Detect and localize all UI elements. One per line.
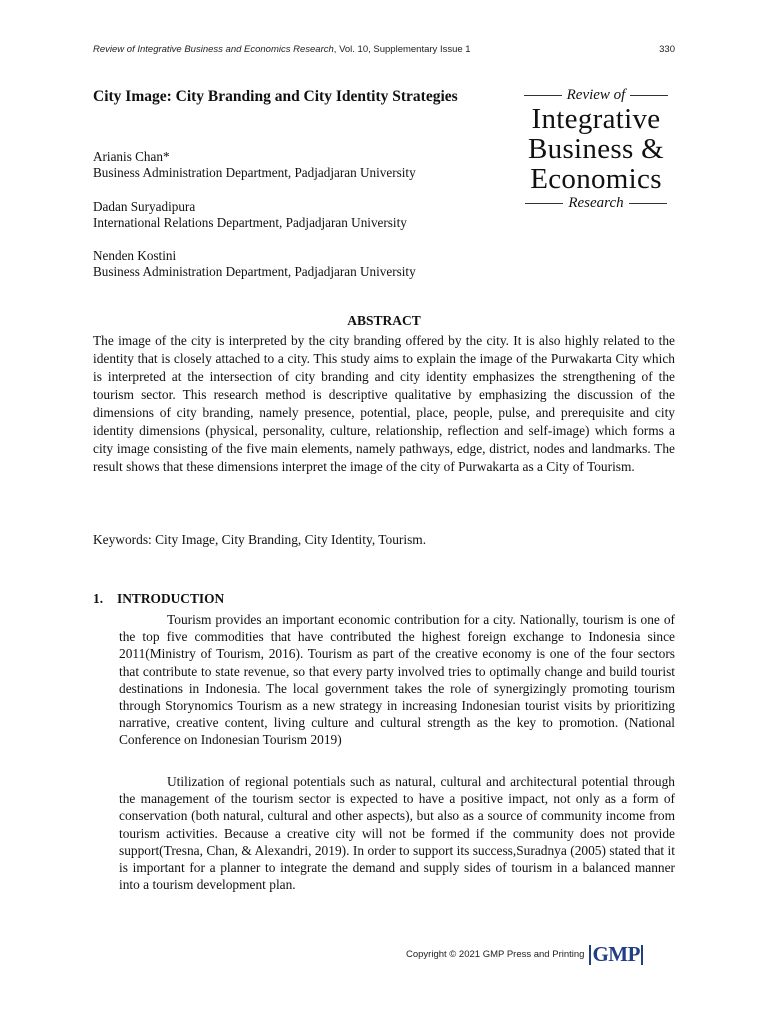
paragraph: Utilization of regional potentials such as natural, cultural and architectural potential through the management of the tourism sector is expected to have a positive impact, not only as a form of conservation (both natural, cultural and other aspects), but also as a source of community income from tourism activities. Because a creative city will not be formed if the community does not provide support(Tresna, Chan, & Alexandri, 2019). In order to support its success,Suradnya (2005) stated that it is important for a planner to integrate the demand and supply sides of tourism in a balanced manner into a tourism development plan. <box>119 774 675 893</box>
running-header <box>93 44 603 55</box>
author-affiliation: Business Administration Department, Padjadjaran University <box>93 264 416 279</box>
author-name: Dadan Suryadipura <box>93 199 196 214</box>
logo-top-line <box>516 86 676 104</box>
page-number: 330 <box>659 44 675 55</box>
gmp-logo-text: GMP <box>592 942 640 966</box>
logo-rule <box>630 95 668 96</box>
abstract-text: The image of the city is interpreted by the city branding offered by the city. It is also highly related to the identity that is closely attached to a city. This study aims to explain the image of the Purwakarta City which is interpreted at the intersection of city branding and city identity emphasizes the strengthening of the tourism sector. This research method is descriptive qualitative by emphasizing the discussion of the dimensions of city branding, namely presence, potential, place, people, pulse, and prerequisite and city identity dimensions (physical, personality, culture, relationship, reflection and self-image) which forms a city image consisting of the five main elements, namely pathways, edge, district, nodes and landmarks. The result shows that these dimensions interpret the image of the city of Purwakarta as a City of Tourism. <box>93 333 675 474</box>
logo-word-economics: Economics <box>530 163 662 195</box>
author-affiliation: Business Administration Department, Padjadjaran University <box>93 165 416 180</box>
journal-name: Review of Integrative Business and Economics Research <box>93 44 334 55</box>
logo-bar <box>589 945 591 965</box>
logo-word-integrative: Integrative <box>531 103 661 135</box>
logo-rule <box>524 95 562 96</box>
keywords: Keywords: City Image, City Branding, City Identity, Tourism. <box>93 532 427 547</box>
author-affiliation: International Relations Department, Padjadjaran University <box>93 215 407 230</box>
section-heading <box>93 591 224 607</box>
logo-bar <box>641 945 643 965</box>
journal-logo <box>516 86 676 212</box>
author-block <box>93 199 513 231</box>
author-name: Nenden Kostini <box>93 248 177 263</box>
paragraph: Tourism provides an important economic contribution for a city. Nationally, tourism is one of the top five commodities that have contributed the highest foreign exchange to Indonesia since 2011(Ministry of Tourism, 2016). Tourism as part of the creative economy is one of the four sectors that contribute to state revenue, so that every party involved tries to optimally change and build tourist destinations in Indonesia. The local government takes the role of synergizingly promoting tourism through Storynomics Tourism as a new strategy in increasing Indonesian tourist visits by prioritizing narrative, creative content, living culture and cultural strength as the key to promotion. (National Conference on Indonesian Tourism 2019) <box>119 612 675 748</box>
section-title: INTRODUCTION <box>117 591 225 606</box>
abstract-heading: ABSTRACT <box>347 313 421 328</box>
author-block <box>93 248 513 280</box>
author-name: Arianis Chan* <box>93 149 170 164</box>
copyright-text: Copyright © 2021 GMP Press and Printing <box>406 949 585 960</box>
logo-bottom-line <box>516 194 676 212</box>
logo-review-of: Review of <box>566 87 626 103</box>
footer <box>406 942 644 967</box>
section-number: 1. <box>93 591 104 606</box>
gmp-logo-icon <box>588 942 643 967</box>
author-block <box>93 149 513 181</box>
logo-research: Research <box>568 195 624 211</box>
volume-info: , Vol. 10, Supplementary Issue 1 <box>333 44 471 55</box>
logo-rule <box>629 203 667 204</box>
logo-rule <box>525 203 563 204</box>
paper-title: City Image: City Branding and City Identity Strategies <box>93 88 458 105</box>
logo-word-business: Business & <box>528 133 664 165</box>
